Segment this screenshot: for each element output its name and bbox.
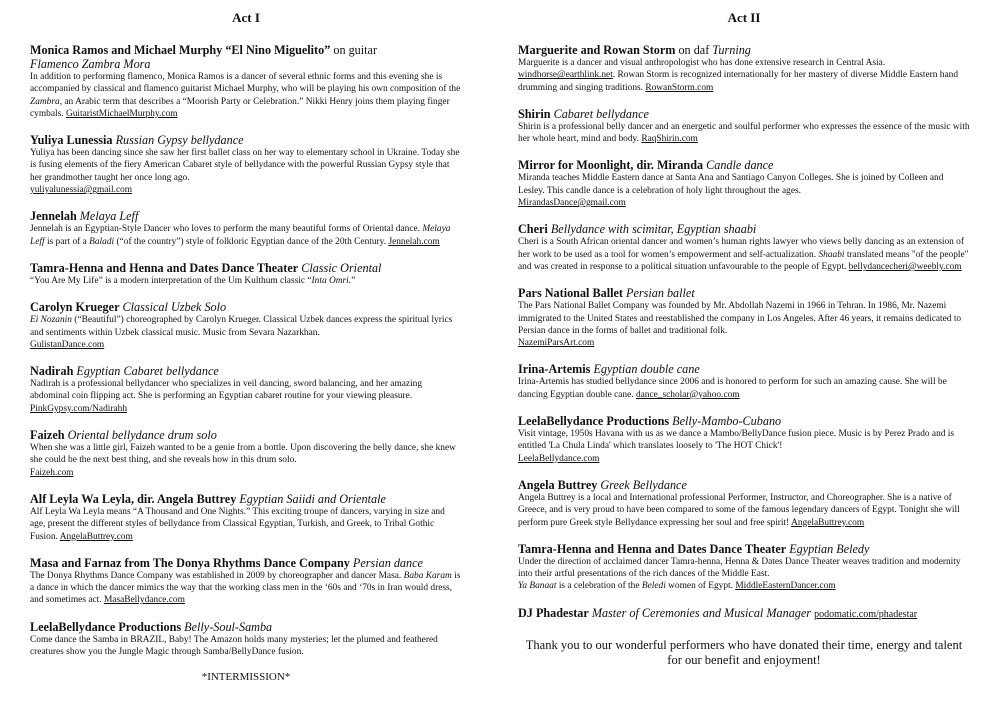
entry-description — [30, 442, 462, 479]
performer-name: Masa and Farnaz from The Donya Rhythms Dance Company — [30, 555, 350, 570]
website-link[interactable]: bellydancecheri@weebly.com — [848, 261, 962, 272]
entry-description — [30, 147, 462, 196]
website-link[interactable]: MasaBellydance.com — [103, 595, 185, 606]
dance-style: Oriental bellydance drum solo — [67, 428, 217, 443]
performer-instrument: on daf — [675, 43, 713, 57]
description-text: Shirin is a professional belly dancer and an energetic and soulful performer who expresses the essence of the music with her whole heart, mind and body. — [518, 121, 970, 145]
description-text: . Rowan Storm is recognized internationally for her mastery of diverse Middle Eastern hand drumming and singing traditions. — [518, 70, 959, 93]
entry-description — [30, 634, 462, 659]
description-text: Alf Leyla Wa Leyla means “A Thousand and One Nights.” This exciting troupe of dancers, varying in size and age, present the different styles of bellydance from Classical Egyptian, Turkish, and Greek, to Tribal Gothic Fusion. — [30, 506, 445, 542]
program-entry — [518, 478, 970, 529]
program-entry — [518, 414, 970, 465]
program-entry — [30, 261, 462, 287]
description-text: Jennelah is an Egyptian-Style Dancer who loves to perform the many beautiful forms of Oriental dance. — [30, 224, 423, 235]
entry-heading — [518, 43, 970, 57]
program-entry — [518, 158, 970, 209]
website-link[interactable]: Faizeh.com — [30, 467, 74, 478]
program-entry — [30, 620, 462, 659]
program-entry — [518, 362, 970, 401]
entry-description — [518, 300, 970, 349]
description-text: Miranda teaches Middle Eastern dance at Santa Ana and Santiago Canyon Colleges. She is joined by Colleen and Lesley. This candle dance is a celebration of holy light throughout the ages. — [518, 173, 944, 196]
entry-heading — [518, 542, 970, 556]
description-italic: Beledi — [641, 581, 666, 592]
act-one-title: Act I — [232, 10, 260, 25]
entry-description — [30, 314, 462, 351]
program-entry — [518, 222, 970, 273]
entry-description — [30, 275, 462, 287]
website-link[interactable]: NazemiParsArt.com — [518, 338, 595, 349]
website-link[interactable]: RowanStorm.com — [645, 82, 714, 93]
performer-name: Irina-Artemis — [518, 362, 591, 377]
website-link[interactable]: LeelaBellydance.com — [518, 453, 600, 464]
entry-heading — [518, 414, 970, 428]
entry-description — [518, 236, 970, 273]
intermission-label: *INTERMISSION* — [201, 671, 291, 684]
performer-name: LeelaBellydance Productions — [30, 619, 182, 634]
description-italic: Melaya Leff — [30, 224, 451, 247]
entry-description — [30, 378, 462, 415]
performer-name: Tamra-Henna and Henna and Dates Dance Theater — [30, 260, 299, 275]
entry-heading — [30, 43, 462, 57]
entry-description — [518, 428, 970, 465]
dance-style: Classic Oriental — [301, 260, 382, 275]
performer-name: Monica Ramos and Michael Murphy “El Nino Miguelito” — [30, 43, 331, 57]
description-text: The Donya Rhythms Dance Company was established in 2009 by choreographer and dancer Masa. — [30, 570, 404, 581]
program-entry — [30, 300, 462, 351]
program-entry — [30, 209, 462, 248]
thank-you-note: Thank you to our wonderful performers who have donated their time, energy and talent for our benefit and enjoyment! — [525, 637, 963, 667]
description-text: “You Are My Life” is a modern interpretation of the Um Kulthum classic “ — [30, 275, 312, 286]
description-text: Yuliya has been dancing since she saw her first ballet class on her way to elementary school in Ukraine. Today she is fusing elements of the fiery American Cabaret style of bellydance with the powerful Russian Gypsy style that her grandmother taught her once long ago. — [30, 148, 460, 183]
description-italic: Shaabi — [818, 249, 845, 260]
program-entry — [518, 286, 970, 349]
description-text: Nadirah is a professional bellydancer who specializes in veil dancing, sword balancing, and her amazing abdominal coin flipping act. She is performing an Egyptian cabaret routine for your viewing pleasure. — [30, 379, 423, 402]
entry-description — [30, 506, 462, 543]
mc-entry — [518, 606, 970, 622]
performer-name: Angela Buttrey — [518, 477, 598, 492]
description-text: (“of the country”) style of folkloric Egyptian dance of the 20th Century. — [114, 236, 389, 247]
email-link[interactable]: windhorse@earthlink.net — [518, 70, 613, 81]
email-link[interactable]: dance_scholar@yahoo.com — [635, 389, 740, 400]
description-text: Marguerite is a dancer and visual anthropologist who has done extensive research in Central Asia. — [518, 58, 886, 68]
performer-name: DJ Phadestar — [518, 605, 589, 620]
performer-name: Faizeh — [30, 428, 65, 443]
entry-heading — [30, 556, 462, 570]
performer-name: Tamra-Henna and Henna and Dates Dance Theater — [518, 541, 787, 556]
description-text: Visit vintage, 1950s Havana with us as we dance a Mambo/BellyDance fusion piece. Music is by Perez Prado and is entitled 'La Chula Linda' which translates loosely to 'The HOT Chick'! — [518, 429, 955, 452]
website-link[interactable]: GulistanDance.com — [30, 339, 105, 350]
entry-heading — [518, 362, 970, 376]
description-text: Cheri is a South African oriental dancer and women’s human rights lawyer who views belly dancing as an extension of her work to be used as a tool for women’s empowerment and self-actualization. — [518, 237, 964, 260]
entry-heading — [30, 261, 462, 275]
act-two-title: Act II — [727, 10, 761, 25]
entry-heading — [30, 620, 462, 634]
website-link[interactable]: AngelaButtrey.com — [791, 517, 865, 528]
description-text: an Arabic term that describes a “Moorish Party or Celebration.” Nikki Henry joins them playing finger cymbals. — [30, 96, 450, 119]
program-entry — [518, 43, 970, 94]
entry-description — [518, 57, 970, 94]
website-link[interactable]: MiddleEasternDancer.com — [735, 581, 836, 592]
dance-style: Bellydance with scimitar, Egyptian shaabi — [550, 222, 757, 237]
dance-style: Cabaret bellydance — [553, 106, 649, 121]
performer-name: Cheri — [518, 222, 548, 237]
description-text: Under the direction of acclaimed dancer Tamra-henna, Henna & Dates Dance Theater weaves tradition and modernity into their artful presentations of the rich dances of the Middle East. — [518, 556, 961, 580]
description-text: translated means "of the people" and was created in response to a political situation unfavourable to the people of Egypt. — [518, 249, 969, 272]
dance-style: Persian ballet — [626, 286, 695, 301]
entry-heading — [518, 107, 970, 121]
description-text: Angela Buttrey is a local and International professional Performer, Instructor, and Choreographer. She is a native of Greece, and is very proud to have been compared to some of the famous legendary dancers of Egypt. Tonight she will perform pure Greek style Bellydance expressing her soul and free spirit! — [518, 492, 960, 528]
entry-description — [518, 172, 970, 209]
description-text: Come dance the Samba in BRAZIL, Baby! The Amazon holds many mysteries; let the plumed and feathered creatures show you the Jungle Magic through Samba/BellyDance fusion. — [30, 634, 438, 658]
description-italic: Baba Karam — [403, 570, 452, 581]
description-text: (“Beautiful”) choreographed by Carolyn Krueger. Classical Uzbek dances express the spiritual lyrics and sentiments within Uzbek classical music. Music from Sevara Nazarkhan. — [30, 315, 453, 338]
performer-name: Jennelah — [30, 209, 77, 224]
description-italic: Zambra, — [30, 96, 63, 107]
dance-style: Flamenco Zambra Mora — [30, 57, 151, 71]
entry-heading — [518, 158, 970, 172]
dance-style: Melaya Leff — [79, 209, 139, 224]
performer-name: Nadirah — [30, 364, 74, 379]
performer-name: Shirin — [518, 106, 551, 121]
dance-style: Egyptian Saiidi and Orientale — [239, 491, 386, 506]
description-text: is part of a — [44, 236, 90, 247]
description-text: ” — [351, 275, 356, 286]
dance-style: Egyptian Beledy — [789, 541, 870, 556]
website-link[interactable]: Jennelah.com — [388, 236, 440, 247]
program-entry — [518, 107, 970, 146]
program-entry — [30, 43, 462, 120]
description-text: Irina-Artemis has studied bellydance since 2006 and is honored to perform for such an amazing cause. She will be dancing Egyptian double cane. — [518, 377, 947, 400]
description-text: In addition to performing flamenco, Monica Ramos is a dancer of several ethnic forms and this evening she is accompanied by classical and flamenco guitarist Michael Murphy, who will be playing his own composition of the — [30, 72, 461, 95]
entry-description — [30, 71, 462, 120]
act-one-column — [30, 10, 462, 683]
entry-heading — [30, 364, 462, 378]
program-entry — [30, 556, 462, 607]
dance-style: Turning — [712, 43, 751, 57]
description-italic: Ei Nozanin — [30, 315, 72, 326]
entry-description — [518, 121, 970, 146]
entry-heading — [518, 222, 970, 236]
entry-heading — [30, 492, 462, 506]
entry-description — [518, 492, 970, 529]
website-link[interactable]: podomatic.com/phadestar — [814, 608, 918, 620]
dance-style: Belly-Soul-Samba — [184, 619, 273, 634]
act-two-column — [518, 10, 970, 668]
performer-name: Carolyn Krueger — [30, 300, 120, 315]
description-text: When she was a little girl, Faizeh wanted to be a genie from a bottle. Upon discovering the belly dance, she knew she could be the next best thing, and she reveals how in this drum solo. — [30, 443, 456, 466]
program-entry — [30, 364, 462, 415]
website-link[interactable]: PinkGypsy.com/Nadirahh — [30, 403, 128, 414]
description-text: women of Egypt. — [665, 581, 736, 592]
website-link[interactable]: RaqShirin.com — [641, 134, 698, 145]
dance-style: Egyptian Cabaret bellydance — [76, 364, 219, 379]
performer-name: LeelaBellydance Productions — [518, 414, 670, 429]
entry-description — [30, 570, 462, 607]
performer-name: Yuliya Lunessia — [30, 133, 113, 148]
performer-name: Pars National Ballet — [518, 286, 623, 301]
description-italic: Ya Banaat — [518, 581, 557, 592]
dance-style: Greek Bellydance — [600, 477, 687, 492]
description-text: The Pars National Ballet Company was founded by Mr. Abdollah Nazemi in 1966 in Tehran. In 1986, Mr. Nazemi immigrated to the United States and reestablished the company in Los Angeles. After 46 years, it remains dedicated to Persian dance in the forms of ballet and traditional folk. — [518, 301, 962, 336]
description-italic: Inta Omri. — [311, 275, 352, 286]
description-text: is a celebration of the — [556, 581, 642, 592]
entry-heading — [518, 606, 970, 622]
entry-heading — [30, 209, 462, 223]
website-link[interactable]: GuitaristMichaelMurphy.com — [65, 108, 178, 119]
program-entry — [30, 428, 462, 479]
program-entry — [518, 542, 970, 593]
program-entry — [30, 492, 462, 543]
performer-name: Alf Leyla Wa Leyla, dir. Angela Buttrey — [30, 491, 237, 506]
dance-style: Persian dance — [352, 555, 423, 570]
entry-description — [518, 556, 970, 593]
performer-instrument: on guitar — [330, 43, 378, 57]
entry-heading — [518, 478, 970, 492]
program-entry — [30, 133, 462, 196]
dance-style: Egyptian double cane — [593, 362, 700, 377]
dance-style: Candle dance — [706, 158, 774, 173]
description-italic: Baladi — [89, 236, 115, 247]
entry-heading — [30, 428, 462, 442]
dance-style: Russian Gypsy bellydance — [115, 133, 244, 148]
entry-heading — [30, 300, 462, 314]
website-link[interactable]: AngelaButtrey.com — [59, 531, 133, 542]
entry-heading — [30, 133, 462, 147]
mc-role: Master of Ceremonies and Musical Manager — [591, 605, 812, 620]
email-link[interactable]: yuliyalunessia@gmail.com — [30, 185, 133, 196]
email-link[interactable]: MirandasDance@gmail.com — [518, 198, 626, 209]
entry-description — [30, 223, 462, 248]
description-text: is a dance in which the dancer mimics the way that the working class men in the ‘60s and ‘70s in Iran would dress, and sometimes act. — [30, 570, 461, 606]
entry-heading — [518, 286, 970, 300]
dance-style: Classical Uzbek Solo — [122, 300, 227, 315]
performer-name: Marguerite and Rowan Storm — [518, 43, 676, 57]
performer-name: Mirror for Moonlight, dir. Miranda — [518, 158, 704, 173]
entry-description — [518, 376, 970, 401]
dance-style: Belly-Mambo-Cubano — [672, 414, 782, 429]
